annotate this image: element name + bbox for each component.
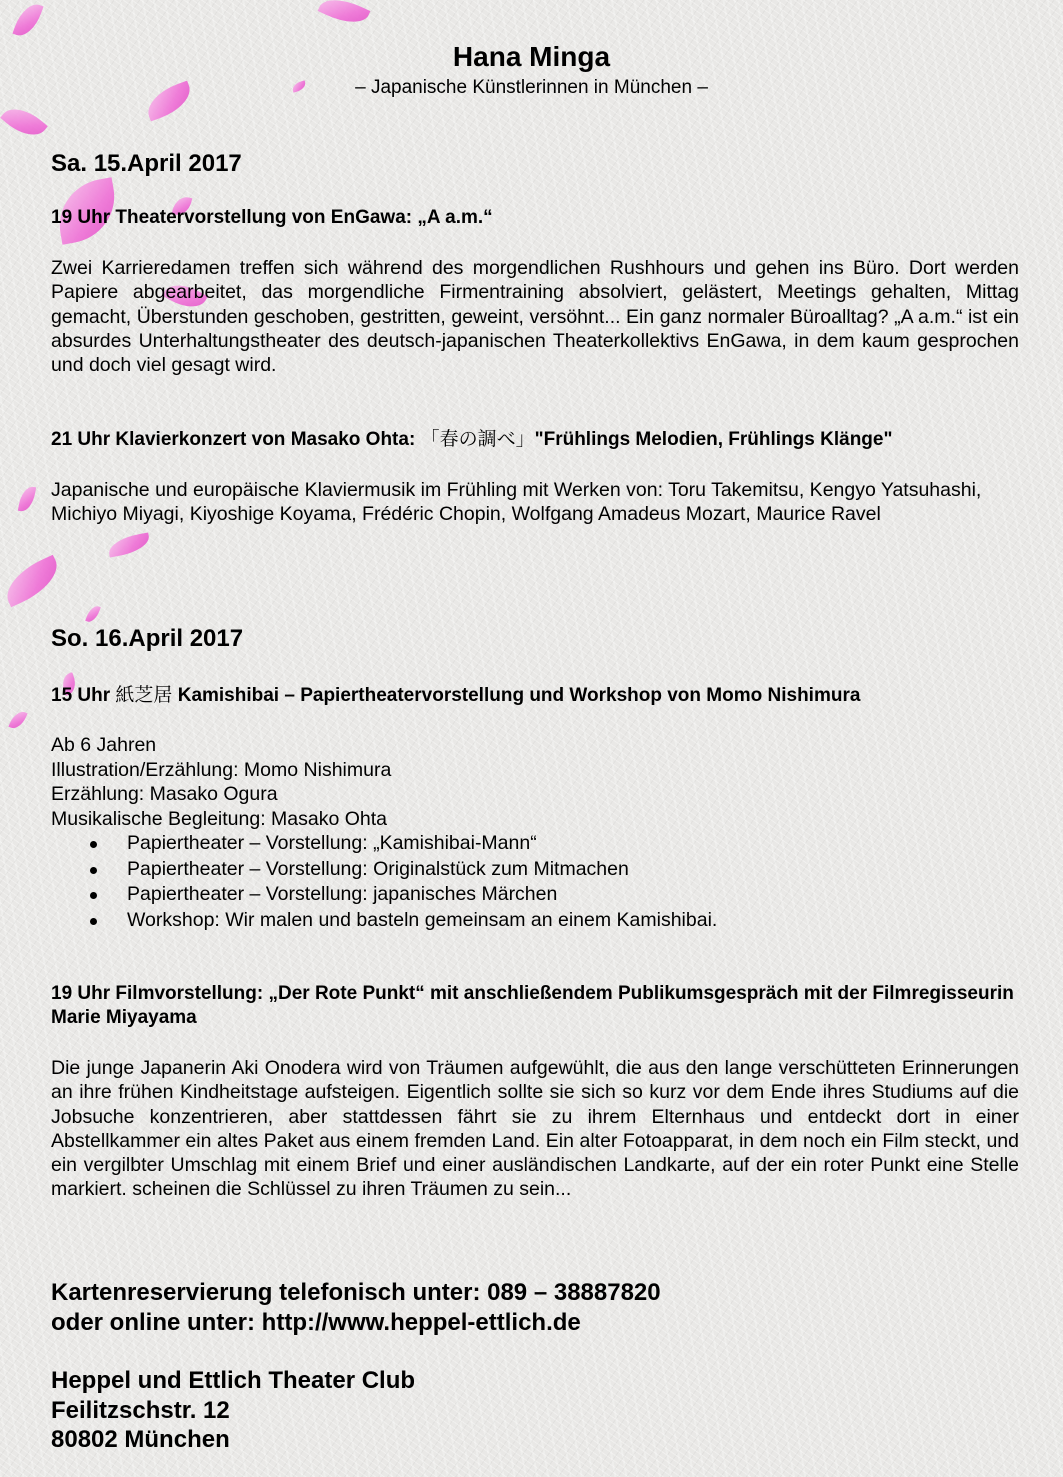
date-heading-day1: Sa. 15.April 2017 (51, 150, 242, 177)
info-line: Illustration/Erzählung: Momo Nishimura (51, 758, 392, 781)
list-item (51, 857, 717, 883)
petal-decoration (18, 485, 36, 513)
event-heading-kamishibai (51, 683, 1021, 708)
bullet-icon (90, 918, 97, 925)
event-description-film: Die junge Japanerin Aki Onodera wird von Träumen aufgewühlt, die aus den lange verschütteten Erinnerungen an ihre frühen Kindheitstage aufsteigen. Eigentlich sollte sie sich so kurz vor dem Ende ihres Studiums auf die Jobsuche konzentrieren, aber stattdessen fährt sie zu ihrem Elternhaus und entdeckt dort in einer Abstellkammer ein altes Paket aus einem fremden Land. Ein alter Fotoapparat, in dem noch ein Film steckt, und ein vergilbter Umschlag mit einem Brief und einer ausländischen Landkarte, auf der ein roter Punkt eine Stelle markiert. scheinen die Schlüssel zu ihren Träumen zu sein... (51, 1057, 1019, 1201)
heading-japanese-text: 紙芝居 (115, 684, 173, 706)
petal-decoration (318, 0, 371, 31)
event-description-theater: Zwei Karrieredamen treffen sich während des morgendlichen Rushhours und gehen ins Büro. Dort werden Papiere abgearbeitet, das morgendliche Firmentraining absolviert, gelästert, Meetings gehalten, Mittag gemacht, Überstunden geschoben, gestritten, geweint, versöhnt... Ein ganz normaler Büroalltag? „A a.m.“ ist ein absurdes Unterhaltungstheater des deutsch-japanischen Theaterkollektivs EnGawa, in dem kaum gesprochen und doch viel gesagt wird. (51, 257, 1019, 377)
program-list (51, 831, 717, 933)
list-item-text: Workshop: Wir malen und basteln gemeinsam an einem Kamishibai. (127, 908, 718, 931)
heading-text: Kamishibai – Papiertheatervorstellung und Workshop von Momo Nishimura (172, 685, 861, 706)
petal-decoration (0, 99, 48, 144)
venue-city: 80802 München (51, 1426, 230, 1453)
list-item-text: Papiertheater – Vorstellung: japanisches Märchen (127, 883, 558, 906)
list-item (51, 908, 717, 934)
booking-online: oder online unter: http://www.heppel-ettlich.de (51, 1308, 581, 1336)
page-subtitle: – Japanische Künstlerinnen in München – (355, 77, 708, 98)
petal-decoration (85, 604, 101, 624)
list-item-text: Papiertheater – Vorstellung: „Kamishibai-Mann“ (127, 832, 537, 854)
bullet-icon (90, 841, 97, 848)
event-heading-theater: 19 Uhr Theatervorstellung von EnGawa: „A a.m.“ (51, 207, 493, 228)
info-line: Erzählung: Masako Ogura (51, 783, 278, 805)
bullet-icon (90, 892, 97, 899)
venue-name: Heppel und Ettlich Theater Club (51, 1367, 416, 1394)
booking-phone: Kartenreservierung telefonisch unter: 089 – 38887820 (51, 1279, 661, 1306)
list-item (51, 831, 717, 857)
petal-decoration (0, 555, 66, 608)
heading-text: 21 Uhr Klavierkonzert von Masako Ohta: (51, 429, 421, 450)
heading-text: 15 Uhr (51, 685, 116, 706)
heading-japanese-text: 「春の調べ」 (420, 428, 535, 450)
info-line: Musikalische Begleitung: Masako Ohta (51, 807, 388, 830)
page-title: Hana Minga (452, 41, 611, 72)
petal-decoration (107, 532, 151, 557)
event-heading-film: 19 Uhr Filmvorstellung: „Der Rote Punkt“ mit anschließendem Publikumsgespräch mit der Filmregisseurin Marie Miyayama (51, 983, 1014, 1028)
list-item-text: Papiertheater – Vorstellung: Originalstück zum Mitmachen (127, 857, 629, 880)
event-heading-concert (51, 427, 1021, 452)
date-heading-day2: So. 16.April 2017 (51, 625, 244, 652)
bullet-icon (90, 867, 97, 874)
petal-decoration (12, 0, 43, 40)
heading-text: "Frühlings Melodien, Frühlings Klänge" (534, 429, 893, 450)
list-item (51, 882, 717, 908)
info-line: Ab 6 Jahren (51, 734, 157, 756)
venue-street: Feilitzschstr. 12 (51, 1396, 230, 1424)
petal-decoration (8, 708, 27, 731)
event-description-concert: Japanische und europäische Klaviermusik im Frühling mit Werken von: Toru Takemitsu, Kengyo Yatsuhashi, Michiyo Miyagi, Kiyoshige Koyama, Frédéric Chopin, Wolfgang Amadeus Mozart, Maurice Ravel (51, 479, 982, 526)
